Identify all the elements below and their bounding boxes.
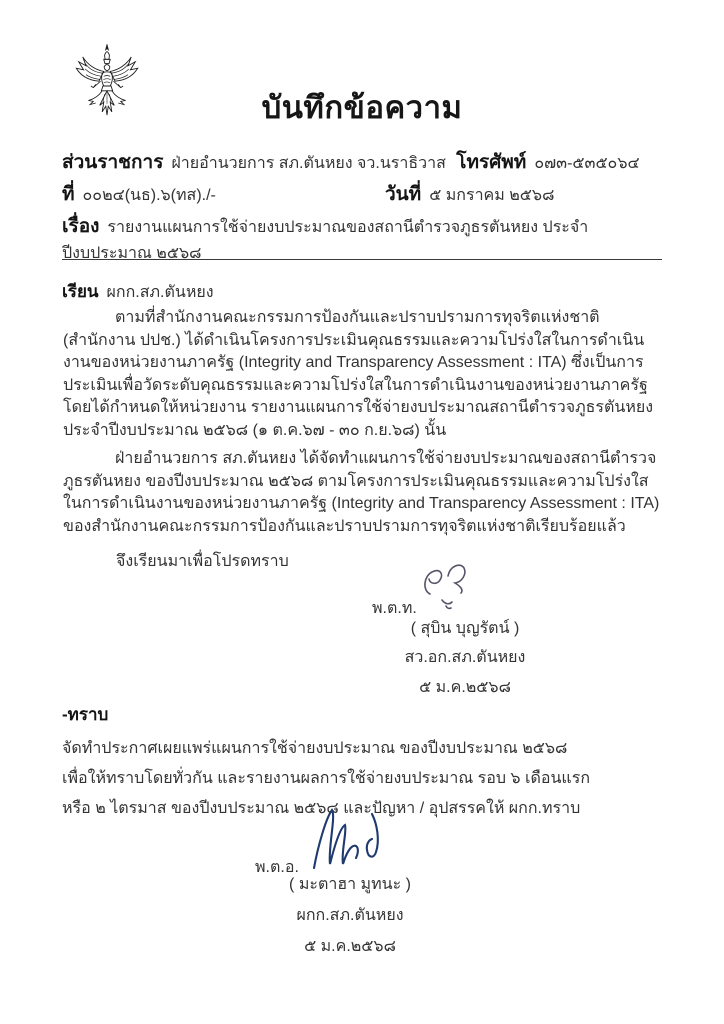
phone-value: ๐๗๓-๕๓๕๐๖๔ [534,155,640,172]
signer2-date: ๕ ม.ค.๒๕๖๘ [304,938,396,955]
doc-no-label: ที่ [62,184,75,205]
doc-no-value: ๐๐๒๔(นธ).๖(ทส)./- [82,187,216,204]
subject-label: เรื่อง [62,216,100,237]
date-label: วันที่ [385,184,422,205]
subject-row [62,211,662,266]
signer2-name: ( มะตาฮา มูทนะ ) [289,876,411,893]
signer2-position: ผกก.สภ.ตันหยง [296,907,404,924]
annotation-line-2: เพื่อให้ทราบโดยทั่วกัน และรายงานผลการใช้จ่ายงบประมาณ รอบ ๖ เดือนแรก [62,770,591,787]
memo-title: บันทึกข้อความ [261,90,463,125]
recipient-row [62,278,662,305]
body-paragraph-1: ตามที่สำนักงานคณะกรรมการป้องกันและปราบปรามการทุจริตแห่งชาติ (สำนักงาน ปปช.) ได้ดำเนินโครงการประเมินคุณธรรมและความโปร่งใสในการดำเนินงานของหน่วยงานภาครัฐ (Integrity and Transparency Assessment : ITA) ซึ่งเป็นการประเมินเพื่อวัดระดับคุณธรรมและความโปร่งใสในการดำเนินงานของหน่วยงานภาครัฐ โดยได้กำหนดให้หน่วยงาน รายงานแผนการใช้จ่ายงบประมาณสถานีตำรวจภูธรตันหยง ประจำปีงบประมาณ ๒๕๖๘ (๑ ต.ค.๖๗ - ๓๐ ก.ย.๖๘) นั้น [63,309,654,439]
date-group [385,179,554,209]
annotation-line-3: หรือ ๒ ไตรมาส ของปีงบประมาณ ๒๕๖๘ และปัญหา / อุปสรรคให้ ผกก.ทราบ [62,800,581,817]
signer2-handwritten-signature [306,806,398,874]
signature-block-2 [240,806,460,959]
recipient-label: เรียน [62,282,99,301]
signature-block-1 [360,560,570,700]
date-value: ๕ มกราคม ๒๕๖๘ [429,187,555,204]
signer1-date: ๕ ม.ค.๒๕๖๘ [419,679,511,696]
signer1-position: สว.อก.สภ.ตันหยง [404,649,526,666]
phone-label: โทรศัพท์ [456,152,527,173]
closing-line: จึงเรียนมาเพื่อโปรดทราบ [116,553,289,570]
recipient-value: ผกก.สภ.ตันหยง [106,284,214,301]
agency-label: ส่วนราชการ [62,152,164,173]
doc-number-row [62,179,662,209]
signer2-rank: พ.ต.อ. [255,859,299,876]
acknowledgement-note: -ทราบ [62,705,109,724]
signer1-rank: พ.ต.ท. [372,600,417,617]
agency-value: ฝ่ายอำนวยการ สภ.ตันหยง จว.นราธิวาส [171,155,446,172]
body-paragraph-2: ฝ่ายอำนวยการ สภ.ตันหยง ได้จัดทำแผนการใช้จ่ายงบประมาณของสถานีตำรวจภูธรตันหยง ของปีงบประมาณ ๒๕๖๘ ตามโครงการประเมินคุณธรรมและความโปร่งใสในการดำเนินงานของหน่วยงานภาครัฐ (Integrity and Transparency Assessment : ITA) ของสำนักงานคณะกรรมการป้องกันและปราบปรามการทุจริตแห่งชาติเรียบร้อยแล้ว [63,450,660,535]
annotation-line-1: จัดทำประกาศเผยแพร่แผนการใช้จ่ายงบประมาณ ของปีงบประมาณ ๒๕๖๘ [62,740,568,757]
signer1-handwritten-signature [418,560,476,612]
header-divider-line [62,259,662,260]
subject-value: รายงานแผนการใช้จ่ายงบประมาณของสถานีตำรวจภูธรตันหยง ประจำปีงบประมาณ ๒๕๖๘ [62,219,589,262]
agency-row [62,147,662,177]
signer1-name: ( สุบิน บุญรัตน์ ) [410,620,520,637]
